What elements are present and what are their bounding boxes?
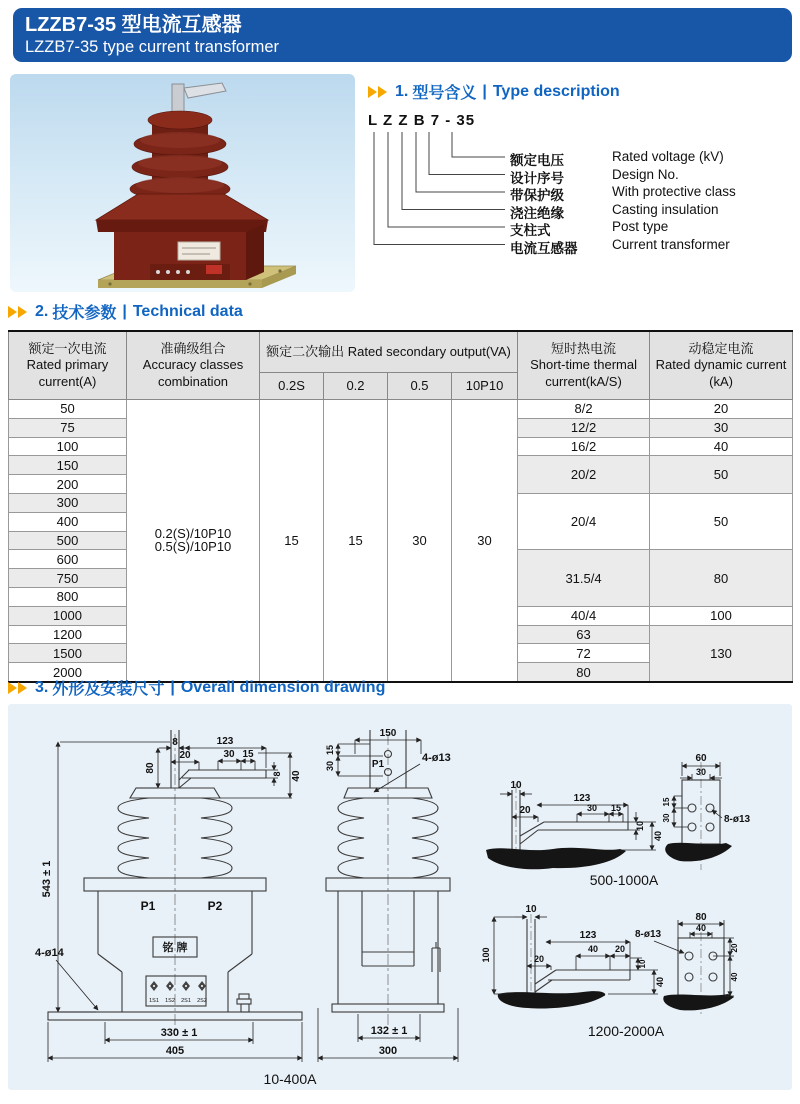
designation-item — [510, 236, 730, 256]
cell-dynamic-current: 20 — [650, 400, 793, 419]
cell-primary-current: 400 — [9, 512, 127, 531]
cell-dynamic-current: 50 — [650, 456, 793, 494]
col-header-secondary-output — [260, 331, 518, 373]
dim-label: 20 — [533, 954, 545, 964]
designation-zh: 浇注绝缘 — [510, 205, 564, 221]
cell-secondary-output: 30 — [452, 400, 518, 682]
dim-label: 40 — [695, 923, 707, 933]
product-photo-panel — [10, 74, 355, 292]
col-header-accuracy — [127, 331, 260, 400]
arrow-icon — [18, 682, 27, 694]
cell-thermal-current: 16/2 — [518, 437, 650, 456]
dim-label: 10 — [638, 959, 647, 969]
dim-label: 15 — [662, 797, 671, 807]
cell-thermal-current: 40/4 — [518, 606, 650, 625]
terminal-id: 2S1 — [181, 998, 191, 1004]
cell-thermal-current: 63 — [518, 625, 650, 644]
cell-primary-current: 150 — [9, 456, 127, 475]
dimension-drawing-panel — [8, 704, 792, 1090]
arrow-icon — [8, 682, 17, 694]
designation-zh: 额定电压 — [510, 153, 564, 168]
model-designation: L Z Z B 7 - 35 — [368, 112, 476, 129]
dim-label: 30 — [695, 767, 707, 777]
dim-label: 30 — [223, 749, 235, 760]
dim-label: 40 — [655, 976, 665, 988]
dim-label: 15 — [325, 744, 335, 756]
front-labels — [35, 736, 317, 1087]
cell-dynamic-current: 130 — [650, 625, 793, 682]
dim-label: 40 — [653, 830, 663, 842]
terminal-id: 2S2 — [197, 998, 207, 1004]
col-header-en: Rated primary current(A) — [26, 357, 109, 389]
cell-primary-current: 200 — [9, 475, 127, 494]
arrow-icon — [378, 86, 387, 98]
secondary-terminal-icons — [150, 981, 206, 991]
col-header-zh: 短时热电流 — [551, 341, 617, 357]
hole-callout: 4-ø13 — [422, 752, 451, 764]
terminal-label-p2: P2 — [207, 899, 223, 913]
section-number: 3. — [35, 678, 49, 696]
dim-label: 20 — [519, 805, 531, 816]
dim-label: 30 — [586, 803, 598, 813]
section-number: 2. — [35, 302, 49, 320]
dim-label: 40 — [291, 770, 302, 782]
side-view — [318, 728, 458, 1062]
cell-thermal-current: 31.5/4 — [518, 550, 650, 606]
arrow-icon — [368, 86, 377, 98]
designation-zh: 设计序号 — [510, 170, 564, 186]
detail-1200-2000A — [481, 904, 739, 1039]
dim-label: 8 — [272, 771, 282, 777]
subcol-header: 0.5 — [388, 373, 452, 400]
col-header-zh: 动稳定电流 — [688, 341, 754, 357]
section-title-zh: 技术参数 — [52, 305, 117, 322]
cell-dynamic-current: 30 — [650, 418, 793, 437]
cell-dynamic-current: 50 — [650, 493, 793, 549]
cell-accuracy-combination — [127, 400, 260, 682]
dim-label: 30 — [325, 760, 335, 772]
arrow-icon — [8, 306, 17, 318]
cell-primary-current: 75 — [9, 418, 127, 437]
col-header-en: Rated dynamic current (kA) — [655, 357, 787, 389]
terminal-id: 1S1 — [149, 998, 159, 1004]
designation-en: Design No. — [612, 166, 679, 182]
dim-label: 20 — [179, 750, 191, 761]
accuracy-line: 0.5(S)/10P10 — [154, 539, 232, 555]
designation-item — [510, 166, 679, 186]
detail-b-labels — [481, 904, 739, 1039]
table-body — [9, 400, 793, 682]
col-header-zh: 额定二次输出 — [266, 343, 345, 359]
section-number: 1. — [395, 82, 409, 100]
designation-item — [510, 184, 736, 203]
terminal-label-p1: P1 — [371, 759, 385, 770]
dim-label: 123 — [579, 930, 597, 941]
cell-primary-current: 1200 — [9, 625, 127, 644]
cell-primary-current: 100 — [9, 437, 127, 456]
section-separator: | — [482, 82, 487, 100]
designation-item — [510, 149, 724, 168]
cell-primary-current: 300 — [9, 493, 127, 512]
dim-label: 40 — [730, 972, 739, 982]
dim-label: 150 — [379, 728, 397, 739]
arrow-icon — [18, 306, 27, 318]
section-title-type-description — [368, 80, 620, 103]
col-header-dynamic-current — [650, 331, 793, 400]
designation-zh: 带保护级 — [510, 188, 564, 203]
dim-label: 10 — [635, 820, 645, 832]
dim-label: 20 — [614, 944, 626, 954]
nameplate-label: 铭 牌 — [162, 942, 188, 954]
cell-secondary-output: 30 — [388, 400, 452, 682]
range-label: 500-1000A — [589, 872, 659, 888]
dim-label: 10 — [525, 904, 537, 915]
col-header-thermal-current — [518, 331, 650, 400]
cell-primary-current: 800 — [9, 587, 127, 606]
cell-primary-current: 500 — [9, 531, 127, 550]
range-label: 10-400A — [263, 1071, 317, 1087]
cell-secondary-output: 15 — [260, 400, 324, 682]
col-header-en: Rated secondary output(VA) — [347, 343, 511, 359]
section-title-en: Overall dimension drawing — [180, 678, 386, 696]
insulator-sheds — [130, 111, 230, 200]
cell-primary-current: 2000 — [9, 663, 127, 682]
dim-label: 10 — [510, 780, 522, 791]
dim-label: 405 — [165, 1045, 185, 1057]
dim-label: 132 ± 1 — [370, 1025, 408, 1037]
page-title-en: LZZB7-35 type current transformer — [25, 38, 280, 56]
page-title-zh: LZZB7-35 型电流互感器 — [25, 14, 242, 36]
dim-label: 300 — [378, 1045, 398, 1057]
designation-zh: 支柱式 — [510, 223, 551, 238]
dim-label: 40 — [587, 944, 599, 954]
subcol-header: 10P10 — [452, 373, 518, 400]
page-header — [13, 8, 792, 62]
cell-dynamic-current: 100 — [650, 606, 793, 625]
accuracy-line: 0.2(S)/10P10 — [154, 526, 232, 542]
section-separator: | — [122, 302, 127, 320]
dim-label: 30 — [662, 813, 671, 823]
subcol-header: 0.2S — [260, 373, 324, 400]
dim-label: 15 — [242, 749, 254, 760]
section-title-zh: 外形及安装尺寸 — [52, 681, 165, 698]
dim-label: 80 — [695, 912, 707, 923]
range-label: 1200-2000A — [587, 1023, 665, 1039]
cell-thermal-current: 12/2 — [518, 418, 650, 437]
transformer-body — [114, 224, 264, 280]
cell-primary-current: 50 — [9, 400, 127, 419]
hole-callout: 8-ø13 — [724, 814, 751, 825]
front-view — [35, 730, 317, 1087]
dim-label: 8 — [172, 737, 178, 748]
col-header-en: Short-time thermal current(kA/S) — [530, 357, 637, 389]
col-header-zh: 额定一次电流 — [28, 341, 107, 357]
section-title-zh: 型号含义 — [412, 85, 477, 102]
dim-label: 330 ± 1 — [160, 1027, 198, 1039]
transformer-photo — [10, 74, 355, 292]
dim-label: 123 — [216, 736, 234, 747]
cell-primary-current: 750 — [9, 569, 127, 588]
dim-label: 123 — [573, 793, 591, 804]
top-plate — [96, 194, 268, 232]
cell-primary-current: 600 — [9, 550, 127, 569]
designation-en: Rated voltage (kV) — [612, 149, 724, 164]
cell-thermal-current: 20/4 — [518, 493, 650, 549]
dim-label: 80 — [145, 762, 156, 774]
dimension-drawing — [8, 704, 792, 1090]
cell-primary-current: 1500 — [9, 644, 127, 663]
cell-primary-current: 1000 — [9, 606, 127, 625]
section-title-en: Type description — [492, 82, 620, 100]
hole-callout: 8-ø13 — [635, 929, 662, 940]
designation-item — [510, 219, 669, 238]
subcol-header: 0.2 — [324, 373, 388, 400]
designation-en: Casting insulation — [612, 201, 719, 217]
designation-zh: 电流互感器 — [510, 240, 578, 256]
col-header-zh: 准确级组合 — [160, 341, 226, 357]
dim-label: 543 ± 1 — [41, 860, 53, 898]
section-title-technical-data — [8, 300, 243, 323]
cell-thermal-current: 8/2 — [518, 400, 650, 419]
detail-500-1000A — [486, 753, 751, 888]
terminal-id: 1S2 — [165, 998, 175, 1004]
dim-label: 15 — [610, 803, 622, 813]
designation-en: Post type — [612, 219, 669, 234]
technical-data-table — [8, 330, 793, 683]
dim-label: 60 — [695, 753, 707, 764]
section-title-dimension-drawing — [8, 676, 385, 699]
section-separator: | — [170, 678, 175, 696]
cell-thermal-current: 80 — [518, 663, 650, 682]
cell-thermal-current: 72 — [518, 644, 650, 663]
col-header-primary-current — [9, 331, 127, 400]
table-row — [9, 400, 793, 419]
cell-secondary-output: 15 — [324, 400, 388, 682]
designation-en: Current transformer — [612, 236, 730, 252]
terminal-label-p1: P1 — [140, 899, 156, 913]
dim-label: 20 — [730, 943, 739, 953]
cell-dynamic-current: 80 — [650, 550, 793, 606]
col-header-en: Accuracy classes combination — [142, 357, 244, 389]
designation-item — [510, 201, 719, 221]
cell-dynamic-current: 40 — [650, 437, 793, 456]
designation-en: With protective class — [612, 184, 736, 199]
cell-thermal-current: 20/2 — [518, 456, 650, 494]
dim-label: 100 — [481, 947, 491, 963]
section-title-en: Technical data — [132, 302, 243, 320]
hole-callout: 4-ø14 — [35, 947, 64, 959]
